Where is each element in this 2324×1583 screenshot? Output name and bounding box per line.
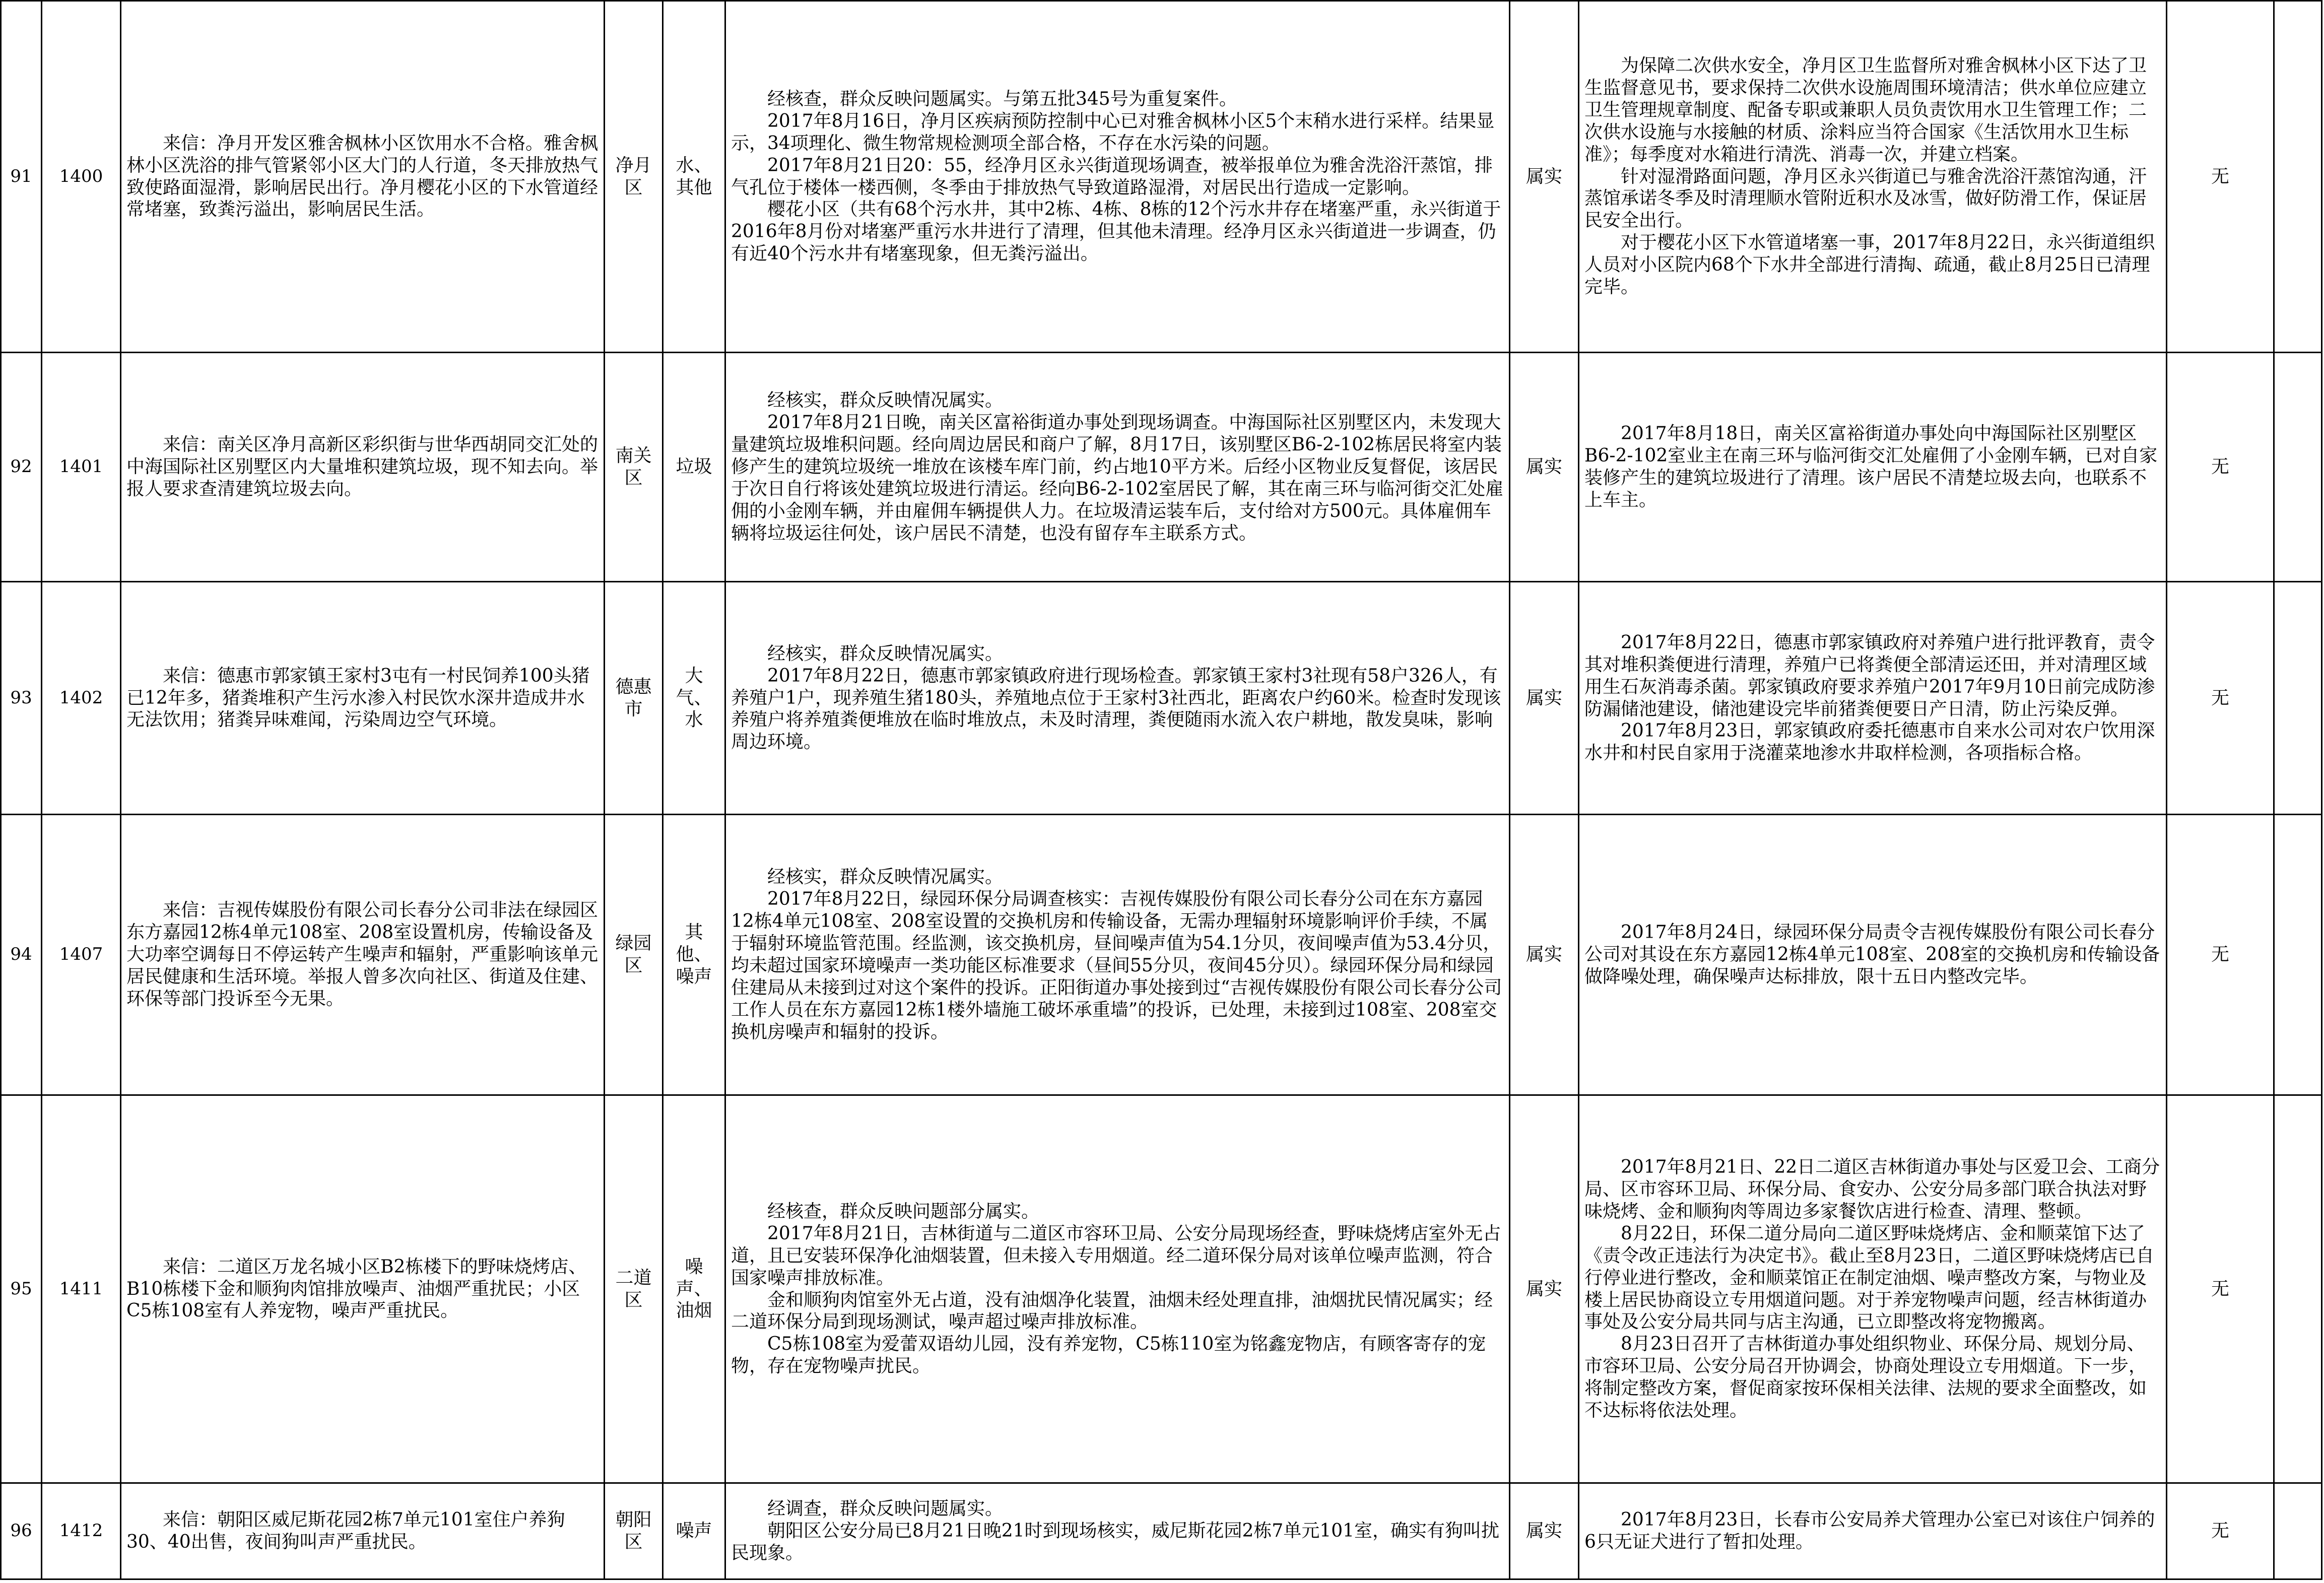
investigation-cell-paragraph: 2017年8月21日20：55，经净月区永兴街道现场调查，被举报单位为雅舍洗浴汗蒸馆，排气孔位于楼体一楼西侧，冬季由于排放热气导致道路湿滑，对居民出行造成一定影响。 [731, 155, 1493, 198]
verified-status-cell: 属实 [1510, 582, 1579, 815]
row-number-cell: 91 [1, 1, 42, 353]
row-number-cell: 93 [1, 582, 42, 815]
investigation-cell [725, 582, 1510, 815]
district-cell: 绿园区 [605, 815, 663, 1095]
investigation-cell-paragraph: 经调查，群众反映问题属实。 [767, 1498, 1004, 1520]
complaint-cell [121, 1, 605, 353]
case-id-cell: 1402 [42, 582, 121, 815]
accountability-cell: 无 [2167, 1095, 2274, 1483]
complaint-cell [121, 1483, 605, 1579]
investigation-cell-paragraph: 经核查，群众反映问题属实。与第五批345号为重复案件。 [767, 88, 1237, 109]
investigation-cell-paragraph: 2017年8月16日，净月区疾病预防控制中心已对雅舍枫林小区5个末稍水进行采样。结果显示，34项理化、微生物常规检测项全部合格，不存在水污染的问题。 [731, 110, 1495, 154]
pollution-type-cell: 垃圾 [663, 353, 725, 582]
table-row [1, 353, 2322, 582]
investigation-cell-paragraph: 2017年8月21日晚，南关区富裕街道办事处到现场调查。中海国际社区别墅区内，未发现大量建筑垃圾堆积问题。经向周边居民和商户了解，8月17日，该别墅区B6-2-102栋居民将室内装修产生的建筑垃圾统一堆放在该楼车库门前，约占地10平方米。后经小区物业反复督促，该居民于次日自行将该处建筑垃圾进行清运。经向B6-2-102室居民了解，其在南三环与临河街交汇处雇佣的小金刚车辆，并由雇佣车辆提供人力。在垃圾清运装车后，支付给对方500元。具体雇佣车辆将垃圾运往何处，该户居民不清楚，也没有留存车主联系方式。 [731, 412, 1504, 544]
row-number-cell: 94 [1, 815, 42, 1095]
table-body [1, 1, 2322, 1579]
complaint-text: 来信：吉视传媒股份有限公司长春分公司非法在绿园区东方嘉园12栋4单元108室、208室设置机房，传输设备及大功率空调每日不停运转产生噪声和辐射，严重影响该单元居民健康和生活环境。举报人曾多次向社区、街道及住建、环保等部门投诉至今无果。 [126, 900, 599, 1009]
handling-result-cell-paragraph: 2017年8月23日，郭家镇政府委托德惠市自来水公司对农户饮用深水井和村民自家用于浇灌菜地渗水井取样检测，各项指标合格。 [1584, 720, 2155, 764]
complaint-text: 来信：南关区净月高新区彩织街与世华西胡同交汇处的中海国际社区别墅区内大量堆积建筑垃圾，现不知去向。举报人要求查清建筑垃圾去向。 [126, 434, 599, 499]
table-row [1, 1, 2322, 353]
handling-result-cell-paragraph: 对于樱花小区下水管道堵塞一事，2017年8月22日，永兴街道组织人员对小区院内68个下水井全部进行清掏、疏通，截止8月25日已清理完毕。 [1584, 232, 2155, 298]
investigation-cell [725, 815, 1510, 1095]
investigation-cell-paragraph: 经核实，群众反映情况属实。 [767, 867, 1004, 888]
case-id-cell: 1412 [42, 1483, 121, 1579]
handling-result-cell-paragraph: 2017年8月23日，长春市公安局养犬管理办公室已对该住户饲养的6只无证犬进行了暂扣处理。 [1584, 1509, 2155, 1552]
table-row [1, 1483, 2322, 1579]
verified-status-cell: 属实 [1510, 353, 1579, 582]
handling-result-cell-paragraph: 8月23日召开了吉林街道办事处组织物业、环保分局、规划分局、市容环卫局、公安分局召开协调会，协商处理设立专用烟道。下一步，将制定整改方案，督促商家按环保相关法律、法规的要求全面整改，如不达标将依法处理。 [1584, 1334, 2147, 1421]
investigation-cell [725, 353, 1510, 582]
investigation-cell-paragraph: 2017年8月22日，德惠市郭家镇政府进行现场检查。郭家镇王家村3社现有58户326人，有养殖户1户，现养殖生猪180头，养殖地点位于王家村3社西北，距离农户约60米。检查时发现该养殖户将养殖粪便堆放在临时堆放点，未及时清理，粪便随雨水流入农户耕地，散发臭味，影响周边环境。 [731, 665, 1501, 753]
handling-result-cell-paragraph: 2017年8月21日、22日二道区吉林街道办事处与区爱卫会、工商分局、区市容环卫局、环保分局、食安办、公安分局多部门联合执法对野味烧烤、金和顺狗肉等周边多家餐饮店进行检查、清理、整顿。 [1584, 1157, 2160, 1222]
investigation-cell-paragraph: 金和顺狗肉馆室外无占道，没有油烟净化装置，油烟未经处理直排，油烟扰民情况属实；经二道环保分局到现场测试，噪声超过噪声排放标准。 [731, 1289, 1493, 1333]
complaint-cell [121, 582, 605, 815]
case-id-cell: 1400 [42, 1, 121, 353]
handling-result-cell-paragraph: 8月22日，环保二道分局向二道区野味烧烤店、金和顺菜馆下达了《责令改正违法行为决定书》。截止至8月23日，二道区野味烧烤店已自行停业进行整改，金和顺菜馆正在制定油烟、噪声整改方案，与物业及楼上居民协商设立专用烟道问题。对于养宠物噪声问题，经吉林街道办事处及公安分局共同与店主沟通，已立即整改将宠物搬离。 [1584, 1223, 2154, 1333]
complaint-text: 来信：德惠市郭家镇王家村3屯有一村民饲养100头猪已12年多，猪粪堆积产生污水渗入村民饮水深井造成井水无法饮用；猪粪异味难闻，污染周边空气环境。 [126, 665, 590, 731]
handling-result-cell-paragraph: 2017年8月18日，南关区富裕街道办事处向中海国际社区别墅区B6-2-102室业主在南三环与临河街交汇处雇佣了小金刚车辆，已对自家装修产生的建筑垃圾进行了清理。该户居民不清楚垃圾去向，也联系不上车主。 [1584, 423, 2158, 510]
pollution-type-cell: 噪声 [663, 1483, 725, 1579]
case-id-cell: 1411 [42, 1095, 121, 1483]
accountability-cell: 无 [2167, 1483, 2274, 1579]
trailing-cell [2274, 1095, 2322, 1483]
investigation-cell-paragraph: C5栋108室为爱蕾双语幼儿园，没有养宠物，C5栋110室为铭鑫宠物店，有顾客寄存的宠物，存在宠物噪声扰民。 [731, 1334, 1486, 1377]
district-cell: 二道区 [605, 1095, 663, 1483]
investigation-cell-paragraph: 2017年8月21日，吉林街道与二道区市容环卫局、公安分局现场经查，野味烧烤店室外无占道，且已安装环保净化油烟装置，但未接入专用烟道。经二道环保分局对该单位噪声监测，符合国家噪声排放标准。 [731, 1223, 1501, 1288]
complaint-cell [121, 353, 605, 582]
case-id-cell: 1401 [42, 353, 121, 582]
trailing-cell [2274, 1, 2322, 353]
trailing-cell [2274, 1483, 2322, 1579]
investigation-cell [725, 1095, 1510, 1483]
verified-status-cell: 属实 [1510, 1, 1579, 353]
investigation-cell-paragraph: 樱花小区（共有68个污水井，其中2栋、4栋、8栋的12个污水井存在堵塞严重，永兴街道于2016年8月份对堵塞严重污水井进行了清理，但其他未清理。经净月区永兴街道进一步调查，仍有近40个污水井有堵塞现象，但无粪污溢出。 [731, 199, 1501, 265]
complaint-cell [121, 815, 605, 1095]
district-cell: 朝阳区 [605, 1483, 663, 1579]
complaint-text: 来信：朝阳区威尼斯花园2栋7单元101室住户养狗30、40出售，夜间狗叫声严重扰民。 [126, 1509, 565, 1552]
table-row [1, 815, 2322, 1095]
district-cell: 南关区 [605, 353, 663, 582]
pollution-type-cell: 大气、水 [663, 582, 725, 815]
case-id-cell: 1407 [42, 815, 121, 1095]
table-row [1, 1095, 2322, 1483]
verified-status-cell: 属实 [1510, 1095, 1579, 1483]
accountability-cell: 无 [2167, 815, 2274, 1095]
handling-result-cell [1579, 582, 2167, 815]
investigation-cell-paragraph: 2017年8月22日，绿园环保分局调查核实：吉视传媒股份有限公司长春分公司在东方嘉园12栋4单元108室、208室设置的交换机房和传输设备，无需办理辐射环境影响评价手续，不属于辐射环境监管范围。经监测，该交换机房，昼间噪声值为54.1分贝，夜间噪声值为53.4分贝，均未超过国家环境噪声一类功能区标准要求（昼间55分贝，夜间45分贝）。绿园环保分局和绿园住建局从未接到过对这个案件的投诉。正阳街道办事处接到过“吉视传媒股份有限公司长春分公司工作人员在东方嘉园12栋1楼外墙施工破坏承重墙”的投诉，已处理，未接到过108室、208室交换机房噪声和辐射的投诉。 [731, 889, 1502, 1042]
district-cell: 德惠市 [605, 582, 663, 815]
investigation-cell-paragraph: 朝阳区公安分局已8月21日晚21时到现场核实，威尼斯花园2栋7单元101室，确实有狗叫扰民现象。 [731, 1521, 1500, 1563]
handling-result-cell [1579, 1, 2167, 353]
complaint-cell [121, 1095, 605, 1483]
verified-status-cell: 属实 [1510, 1483, 1579, 1579]
trailing-cell [2274, 815, 2322, 1095]
trailing-cell [2274, 582, 2322, 815]
handling-result-cell-paragraph: 为保障二次供水安全，净月区卫生监督所对雅舍枫林小区下达了卫生监督意见书，要求保持二次供水设施周围环境清洁；供水单位应建立卫生管理规章制度、配备专职或兼职人员负责饮用水卫生管理工作；二次供水设施与水接触的材质、涂料应当符合国家《生活饮用水卫生标准》；每季度对水箱进行清洗、消毒一次，并建立档案。 [1584, 55, 2147, 165]
district-cell: 净月区 [605, 1, 663, 353]
investigation-cell-paragraph: 经核查，群众反映问题部分属实。 [767, 1201, 1040, 1222]
complaint-text: 来信：二道区万龙名城小区B2栋楼下的野味烧烤店、B10栋楼下金和顺狗肉馆排放噪声、油烟严重扰民；小区C5栋108室有人养宠物，噪声严重扰民。 [126, 1256, 587, 1322]
accountability-cell: 无 [2167, 1, 2274, 353]
handling-result-cell-paragraph: 2017年8月22日，德惠市郭家镇政府对养殖户进行批评教育，责令其对堆积粪便进行清理，养殖户已将粪便全部清运还田，并对清理区域用生石灰消毒杀菌。郭家镇政府要求养殖户2017年9月10日前完成防渗防漏储池建设，储池建设完毕前猪粪便要日产日清，防止污染反弹。 [1584, 632, 2155, 719]
handling-result-cell [1579, 1095, 2167, 1483]
investigation-cell [725, 1, 1510, 353]
investigation-cell [725, 1483, 1510, 1579]
row-number-cell: 92 [1, 353, 42, 582]
complaint-text: 来信：净月开发区雅舍枫林小区饮用水不合格。雅舍枫林小区洗浴的排气管紧邻小区大门的人行道，冬天排放热气致使路面湿滑，影响居民出行。净月樱花小区的下水管道经常堵塞，致粪污溢出，影响居民生活。 [126, 133, 599, 220]
trailing-cell [2274, 353, 2322, 582]
handling-result-cell [1579, 1483, 2167, 1579]
investigation-cell-paragraph: 经核实，群众反映情况属实。 [767, 643, 1004, 664]
table-row [1, 582, 2322, 815]
handling-result-cell-paragraph: 针对湿滑路面问题，净月区永兴街道已与雅舍洗浴汗蒸馆沟通，汗蒸馆承诺冬季及时清理顺水管附近积水及冰雪，做好防滑工作，保证居民安全出行。 [1584, 166, 2147, 231]
investigation-cell-paragraph: 经核实，群众反映情况属实。 [767, 390, 1004, 411]
accountability-cell: 无 [2167, 582, 2274, 815]
pollution-type-cell: 其他、噪声 [663, 815, 725, 1095]
accountability-cell: 无 [2167, 353, 2274, 582]
handling-result-cell [1579, 353, 2167, 582]
pollution-type-cell: 水、其他 [663, 1, 725, 353]
row-number-cell: 95 [1, 1095, 42, 1483]
pollution-type-cell: 噪声、油烟 [663, 1095, 725, 1483]
handling-result-cell [1579, 815, 2167, 1095]
verified-status-cell: 属实 [1510, 815, 1579, 1095]
row-number-cell: 96 [1, 1483, 42, 1579]
handling-result-cell-paragraph: 2017年8月24日，绿园环保分局责令吉视传媒股份有限公司长春分公司对其设在东方嘉园12栋4单元108室、208室的交换机房和传输设备做降噪处理，确保噪声达标排放，限十五日内整改完毕。 [1584, 922, 2160, 987]
